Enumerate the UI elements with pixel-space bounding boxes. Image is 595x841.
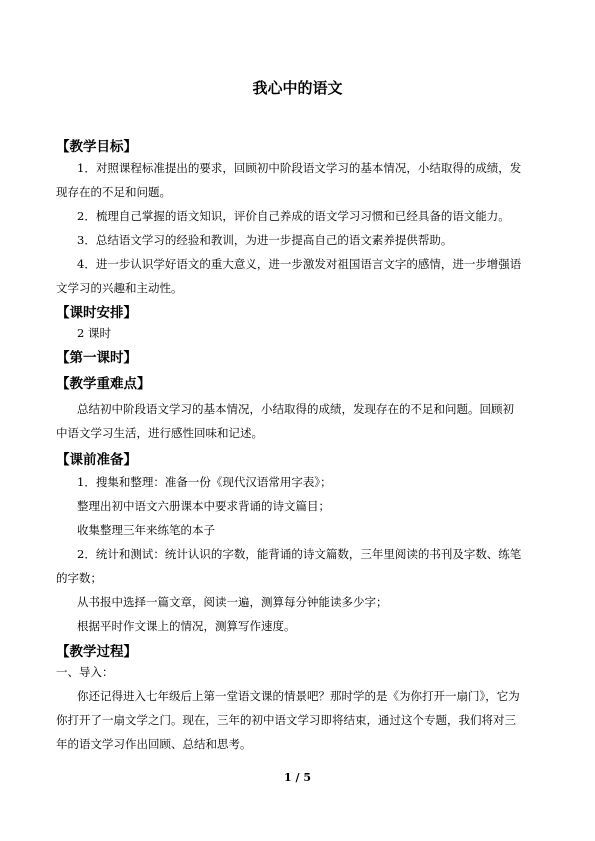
intro-line-3: 年的语文学习作出回顾、总结和思考。	[56, 737, 252, 751]
goal-line-1-cont: 现存在的不足和问题。	[56, 185, 171, 199]
goal-line-2: 2．梳理自己掌握的语文知识，评价自己养成的语文学习习惯和已经具备的语文能力。	[77, 209, 510, 223]
page-number: 1 / 5	[284, 771, 311, 784]
goal-line-1: 1．对照课程标准提出的要求，回顾初中阶段语文学习的基本情况，小结取得的成绩，发	[77, 161, 522, 175]
keypoints-heading: 【教学重难点】	[56, 376, 151, 392]
goal-line-4-cont: 文学习的兴趣和主动性。	[56, 281, 183, 295]
prep-line-1: 1．搜集和整理：准备一份《现代汉语常用字表》；	[77, 475, 332, 489]
prep-heading: 【课前准备】	[56, 452, 137, 468]
goals-heading: 【教学目标】	[56, 139, 137, 155]
document-title: 我心中的语文	[252, 79, 343, 97]
intro-line-1: 你还记得进入七年级后上第一堂语文课的情景吧？那时学的是《为你打开一扇门》，它为	[77, 689, 520, 703]
prep-line-4: 2．统计和测试：统计认识的字数，能背诵的诗文篇数，三年里阅读的书刊及字数、练笔	[77, 547, 522, 561]
prep-line-4-cont: 的字数；	[56, 571, 102, 585]
schedule-text: 2 课时	[77, 326, 111, 340]
intro-line-2: 你打开了一扇文学之门。现在，三年的初中语文学习即将结束，通过这个专题，我们将对三	[56, 713, 516, 727]
goal-line-4: 4．进一步认识学好语文的重大意义，进一步激发对祖国语言文字的感情，进一步增强语	[77, 257, 522, 271]
prep-line-3: 收集整理三年来练笔的本子	[77, 523, 215, 537]
prep-line-2: 整理出初中语文六册课本中要求背诵的诗文篇目；	[77, 499, 330, 513]
process-heading: 【教学过程】	[56, 644, 137, 660]
prep-line-6: 根据平时作文课上的情况，测算写作速度。	[77, 619, 296, 633]
lesson1-heading: 【第一课时】	[56, 350, 137, 366]
prep-line-5: 从书报中选择一篇文章，阅读一遍，测算每分钟能读多少字；	[77, 595, 388, 609]
schedule-heading: 【课时安排】	[56, 305, 137, 321]
intro-label: 一、导入：	[56, 665, 114, 679]
keypoints-line-1: 总结初中阶段语文学习的基本情况，小结取得的成绩，发现存在的不足和问题。回顾初	[77, 402, 514, 416]
goal-line-3: 3．总结语文学习的经验和教训，为进一步提高自己的语文素养提供帮助。	[77, 233, 453, 247]
keypoints-line-2: 中语文学习生活，进行感性回味和记述。	[56, 426, 263, 440]
